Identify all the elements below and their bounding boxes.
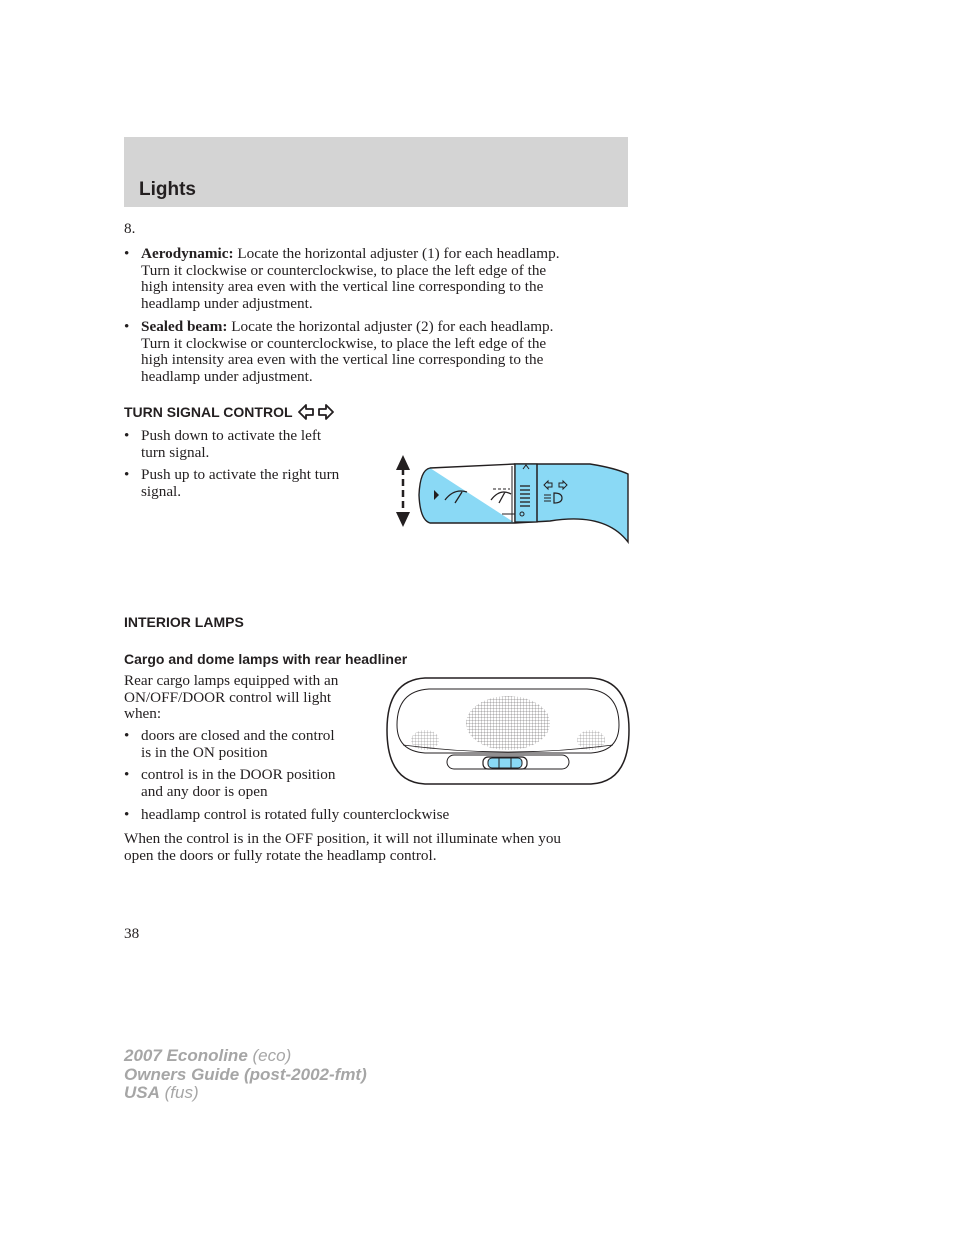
text-line: When the control is in the OFF position, it will not illuminate when you xyxy=(124,830,562,847)
text-line: is in the ON position xyxy=(141,743,268,761)
footer-market-code: (fus) xyxy=(164,1083,199,1102)
term-sealed-beam: Sealed beam: xyxy=(141,318,228,335)
text-line: high intensity area even with the vertical line corresponding to the xyxy=(141,278,544,296)
footer-market: USA xyxy=(124,1083,160,1102)
text-line: Rear cargo lamps equipped with an xyxy=(124,672,339,689)
text-line: headlamp control is rotated fully counterclockwise xyxy=(141,806,450,823)
interior-intro-paragraph xyxy=(124,673,379,723)
section-header-band xyxy=(124,137,628,207)
bullet-icon: • xyxy=(124,245,130,262)
bullet-icon: • xyxy=(124,727,130,744)
text-line: and any door is open xyxy=(141,782,268,800)
bullet-icon: • xyxy=(124,806,130,823)
term-aerodynamic: Aerodynamic: xyxy=(141,245,234,262)
text-line: control is in the DOOR position xyxy=(141,766,336,783)
text-line: ON/OFF/DOOR control will light xyxy=(124,688,332,706)
footer-model-code: (eco) xyxy=(252,1046,292,1065)
heading-text: TURN SIGNAL CONTROL xyxy=(124,404,293,420)
section-title: Lights xyxy=(139,179,196,200)
text-line: Turn it clockwise or counterclockwise, to place the left edge of the xyxy=(141,261,547,279)
up-down-arrow-icon xyxy=(396,455,410,527)
cargo-dome-subheading: Cargo and dome lamps with rear headliner xyxy=(124,651,408,667)
text-line: headlamp under adjustment. xyxy=(141,294,313,312)
dome-lamp-illustration xyxy=(385,675,631,787)
footer-guide: Owners Guide (post-2002-fmt) xyxy=(124,1064,367,1084)
text-line: signal. xyxy=(141,482,182,500)
bullet-icon: • xyxy=(124,427,130,444)
multifunction-stalk-illustration xyxy=(390,450,630,545)
footer-model: 2007 Econoline xyxy=(124,1046,248,1065)
text-line: doors are closed and the control xyxy=(141,727,335,744)
text-line: headlamp under adjustment. xyxy=(141,367,313,385)
text-line: Turn it clockwise or counterclockwise, to place the left edge of the xyxy=(141,334,547,352)
step-number: 8. xyxy=(124,220,136,237)
text-line: Locate the horizontal adjuster (2) for each headlamp. xyxy=(231,318,554,335)
document-footer xyxy=(124,1047,367,1103)
bullet-icon: • xyxy=(124,466,130,483)
bullet-icon: • xyxy=(124,766,130,783)
text-line: open the doors or fully rotate the headlamp control. xyxy=(124,846,437,864)
page-number: 38 xyxy=(124,925,140,942)
closing-paragraph xyxy=(124,831,629,864)
text-line: high intensity area even with the vertical line corresponding to the xyxy=(141,351,544,369)
turn-signal-arrows-icon xyxy=(298,403,334,421)
text-line: when: xyxy=(124,705,162,723)
text-line: turn signal. xyxy=(141,443,210,461)
text-line: Push up to activate the right turn xyxy=(141,466,340,483)
interior-lamps-heading: INTERIOR LAMPS xyxy=(124,614,244,630)
turn-signal-heading xyxy=(124,403,334,421)
text-line: Locate the horizontal adjuster (1) for each headlamp. xyxy=(237,245,560,262)
bullet-icon: • xyxy=(124,318,130,335)
text-line: Push down to activate the left xyxy=(141,427,322,444)
